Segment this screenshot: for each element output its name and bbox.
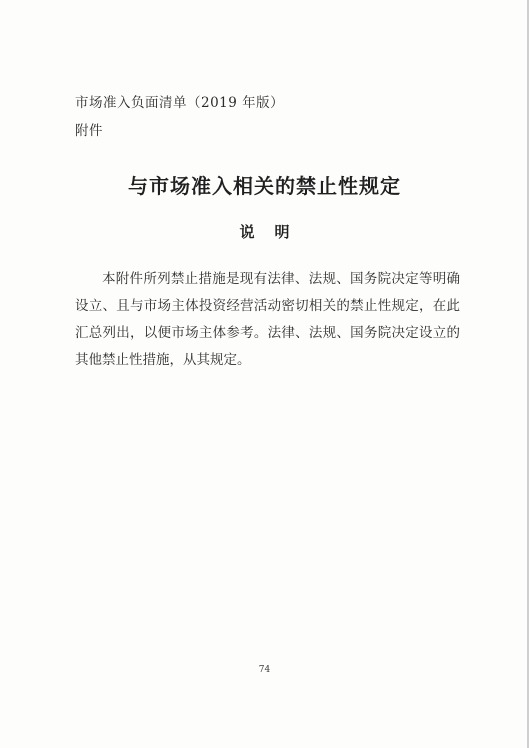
page-number: 74 — [258, 665, 271, 675]
explanation-paragraph — [75, 266, 460, 374]
section-title: 说明 — [239, 223, 310, 241]
document-name: 市场准入负面清单（2019 年版） — [75, 95, 285, 111]
document-title: 与市场准入相关的禁止性规定 — [128, 174, 401, 198]
paragraph-line: 设立、且与市场主体投资经营活动密切相关的禁止性规定，在此 — [75, 298, 460, 314]
paragraph-line: 本附件所列禁止措施是现有法律、法规、国务院决定等明确 — [102, 271, 460, 287]
paragraph-line: 其他禁止性措施，从其规定。 — [75, 352, 251, 368]
attachment-label: 附件 — [75, 123, 103, 139]
paragraph-line: 汇总列出，以便市场主体参考。法律、法规、国务院决定设立的 — [75, 325, 460, 341]
